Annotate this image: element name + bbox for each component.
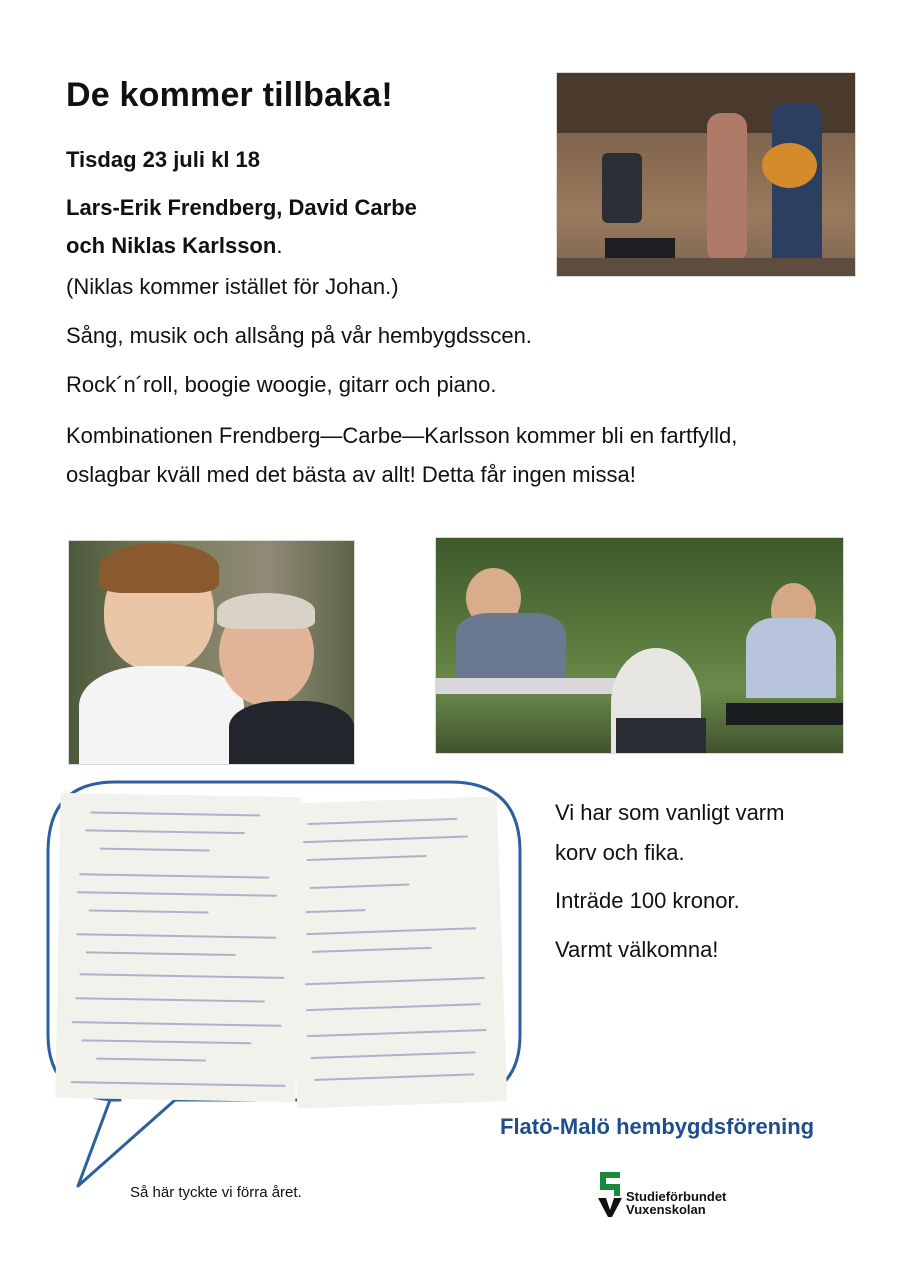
description-2: Rock´n´roll, boogie woogie, gitarr och piano. xyxy=(66,372,497,397)
bubble-caption: Så här tyckte vi förra året. xyxy=(130,1184,302,1201)
organizer-name: Flatö-Malö hembygdsförening xyxy=(500,1114,815,1139)
performers-period: . xyxy=(276,233,283,258)
sv-logo-icon xyxy=(598,1170,624,1218)
description-3-line-1: Kombinationen Frendberg—Carbe—Karlsson kommer bli en fartfylld, xyxy=(66,423,738,448)
sponsor-name-line-1: Studieförbundet xyxy=(626,1189,727,1204)
description-1: Sång, musik och allsång på vår hembygdsscen. xyxy=(66,323,532,348)
studieforbundet-logo xyxy=(598,1170,758,1220)
guestbook-page-right xyxy=(287,796,508,1108)
info-entry-fee: Inträde 100 kronor. xyxy=(555,888,740,913)
info-welcome: Varmt välkomna! xyxy=(555,937,719,962)
description-3-line-2: oslagbar kväll med det bästa av allt! Detta får ingen missa! xyxy=(66,462,636,487)
info-food-line-2: korv och fika. xyxy=(555,840,685,865)
poster-heading: De kommer tillbaka! xyxy=(66,76,393,114)
performers-line-1: Lars-Erik Frendberg, David Carbe xyxy=(66,195,417,220)
guestbook-page-left xyxy=(55,793,300,1102)
sponsor-name-line-2: Vuxenskolan xyxy=(626,1202,706,1217)
event-date: Tisdag 23 juli kl 18 xyxy=(66,147,261,172)
info-food-line-1: Vi har som vanligt varm xyxy=(555,800,785,825)
substitution-note: (Niklas kommer istället för Johan.) xyxy=(66,274,399,299)
performers-names: och Niklas Karlsson xyxy=(66,233,277,258)
